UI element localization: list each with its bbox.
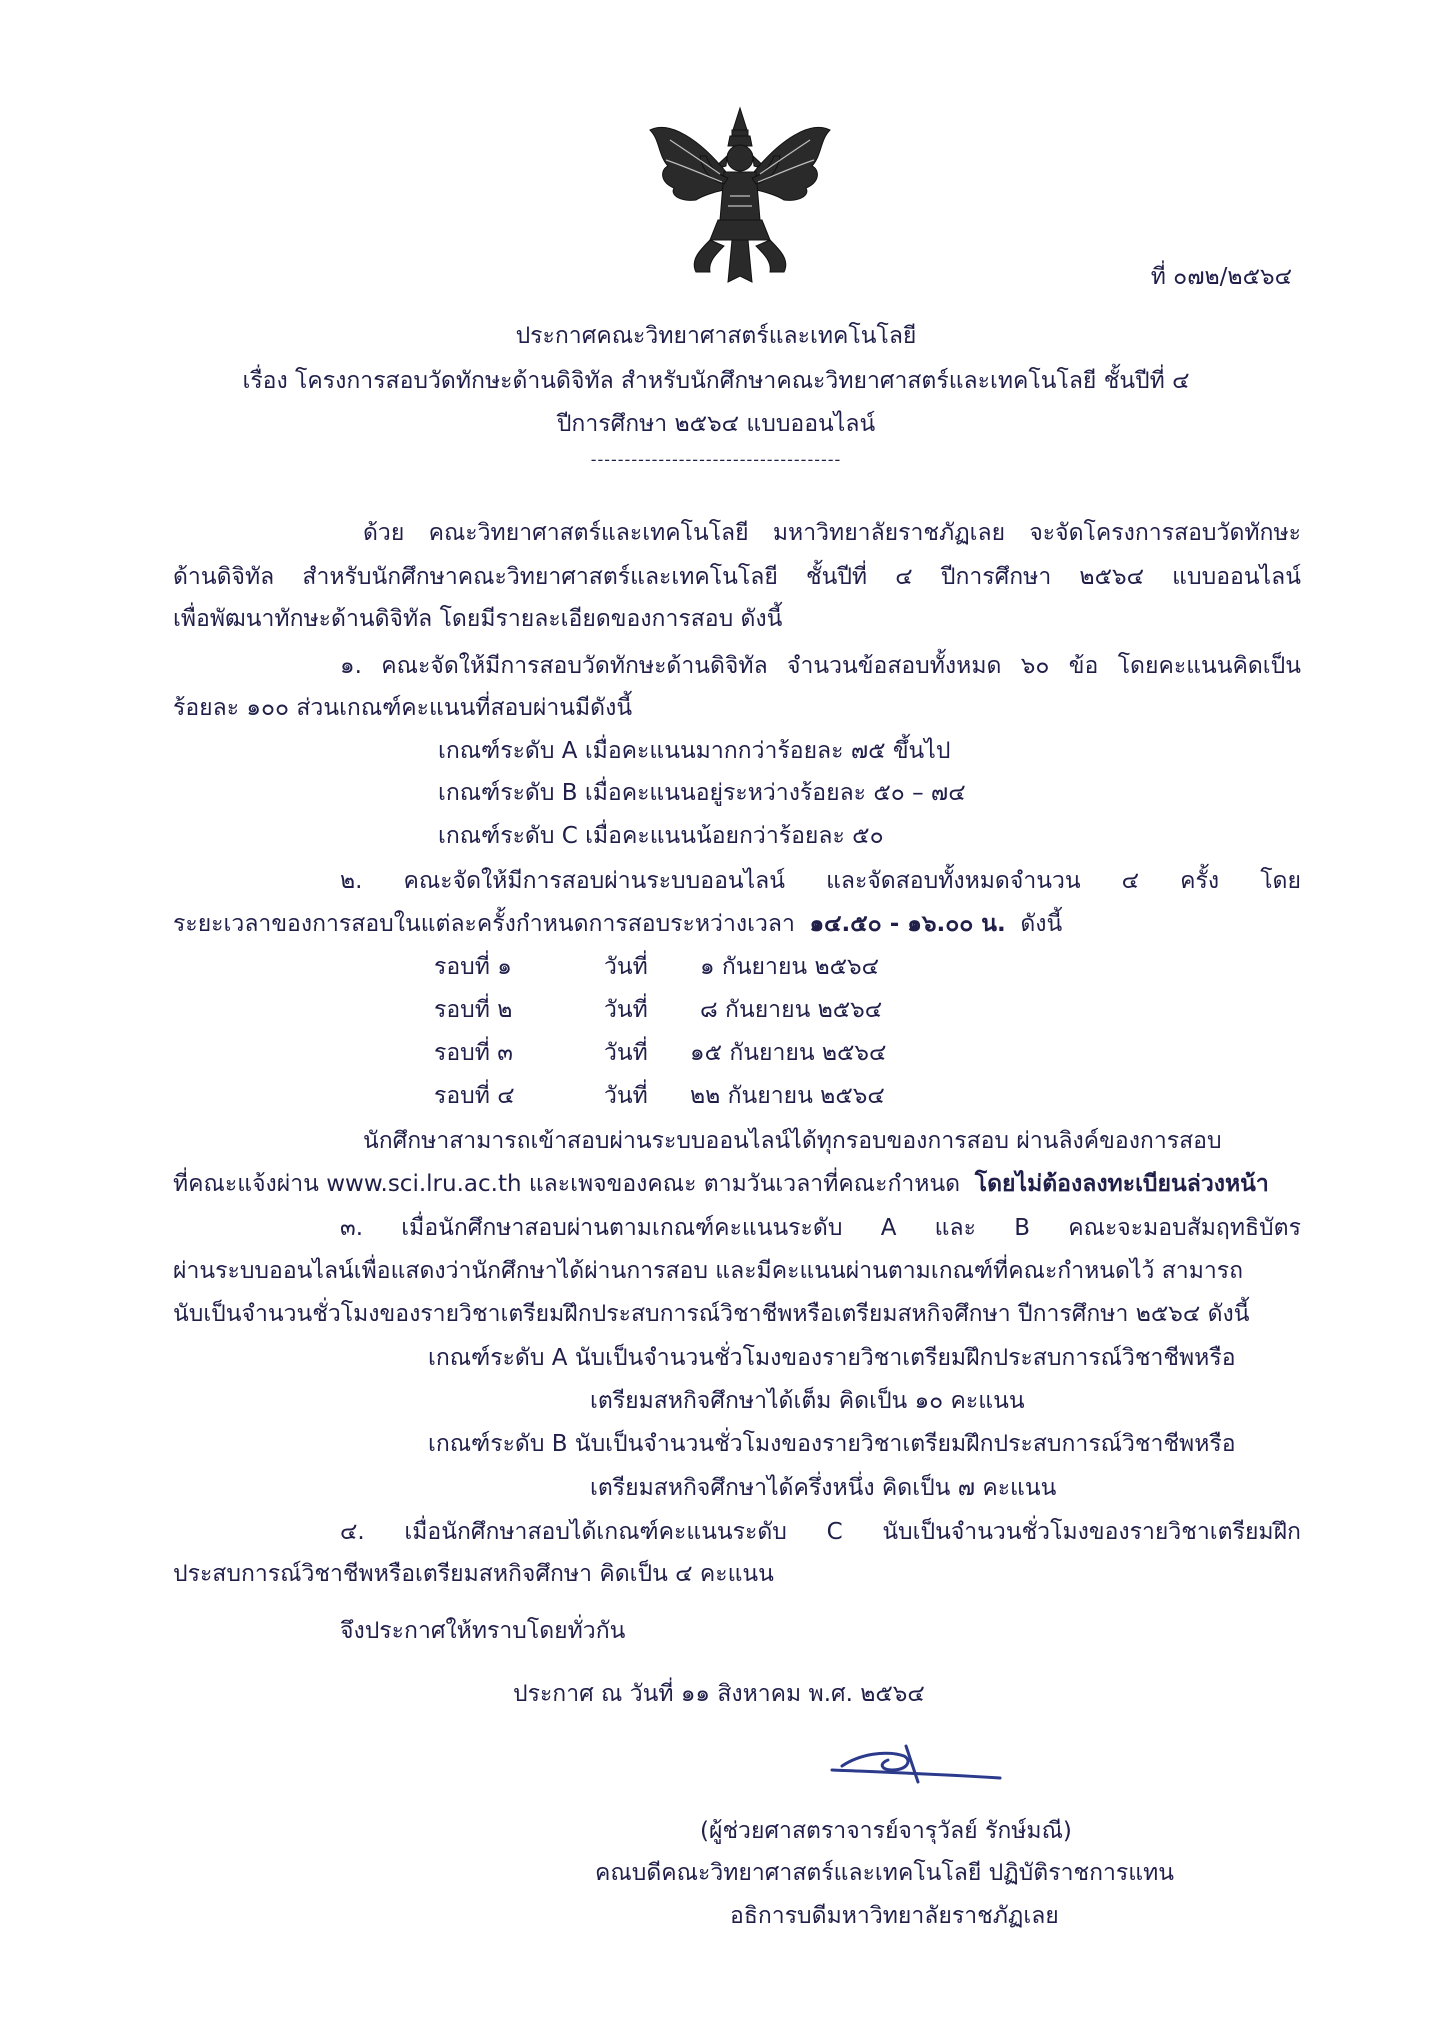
- item-3-grade-a-line-2: เตรียมสหกิจศึกษาได้เต็ม คิดเป็น ๑๐ คะแนน: [590, 1388, 1025, 1414]
- intro-line-3: เพื่อพัฒนาทักษะด้านดิจิทัล โดยมีรายละเอียดของการสอบ ดังนี้: [173, 606, 783, 632]
- item-2-line-1: ๒. คณะจัดให้มีการสอบผ่านระบบออนไลน์ และจัดสอบทั้งหมดจำนวน ๔ ครั้ง โดย: [340, 868, 1301, 894]
- intro-line-2: ด้านดิจิทัล สำหรับนักศึกษาคณะวิทยาศาสตร์และเทคโนโลยี ชั้นปีที่ ๔ ปีการศึกษา ๒๕๖๔ แบบออนไลน์: [173, 564, 1301, 590]
- criteria-c: เกณฑ์ระดับ C เมื่อคะแนนน้อยกว่าร้อยละ ๕๐: [438, 823, 884, 849]
- subject-line: เรื่อง โครงการสอบวัดทักษะด้านดิจิทัล สำหรับนักศึกษาคณะวิทยาศาสตร์และเทคโนโลยี ชั้นปีที่ ๔: [242, 368, 1190, 394]
- item-3-grade-b-line-2: เตรียมสหกิจศึกษาได้ครึ่งหนึ่ง คิดเป็น ๗ คะแนน: [590, 1475, 1057, 1501]
- item-4-line-1: ๔. เมื่อนักศึกษาสอบได้เกณฑ์คะแนนระดับ C นับเป็นจำนวนชั่วโมงของรายวิชาเตรียมฝึก: [340, 1519, 1301, 1545]
- signatory-position-1: คณบดีคณะวิทยาศาสตร์และเทคโนโลยี ปฏิบัติราชการแทน: [595, 1860, 1174, 1886]
- exam-time: ๑๔.๕๐ - ๑๖.๐๐ น.: [809, 911, 1006, 937]
- item-1-line-1: ๑. คณะจัดให้มีการสอบวัดทักษะด้านดิจิทัล จำนวนข้อสอบทั้งหมด ๖๐ ข้อ โดยคะแนนคิดเป็น: [340, 653, 1301, 679]
- garuda-emblem-icon: [640, 100, 840, 290]
- item-4-line-2: ประสบการณ์วิชาชีพหรือเตรียมสหกิจศึกษา คิดเป็น ๔ คะแนน: [173, 1561, 774, 1587]
- intro-line-1: ด้วย คณะวิทยาศาสตร์และเทคโนโลยี มหาวิทยาลัยราชภัฏเลย จะจัดโครงการสอบวัดทักษะ: [363, 520, 1301, 546]
- signature-icon: [830, 1740, 1010, 1790]
- item-3-grade-a-line-1: เกณฑ์ระดับ A นับเป็นจำนวนชั่วโมงของรายวิชาเตรียมฝึกประสบการณ์วิชาชีพหรือ: [428, 1345, 1236, 1371]
- criteria-b: เกณฑ์ระดับ B เมื่อคะแนนอยู่ระหว่างร้อยละ ๕๐ – ๗๔: [438, 780, 966, 806]
- no-registration-note: โดยไม่ต้องลงทะเบียนล่วงหน้า: [974, 1171, 1269, 1197]
- document-page: ที่ ๐๗๒/๒๕๖๔ ประกาศคณะวิทยาศาสตร์และเทคโนโลยี เรื่อง โครงการสอบวัดทักษะด้านดิจิทัล สำหรับนักศึกษาคณะวิทยาศาสตร์และเทคโนโลยี ชั้นปีที่ ๔ ปีการศึกษา ๒๕๖๔ แบบออนไลน์ ------------------------------------- ด้วย คณะวิทยาศาสตร์และเทคโนโลยี มหาวิทยาลัยราชภัฏเลย จะจัดโครงการสอบวัดทักษะ ด้านดิจิทัล สำหรับนักศึกษาคณะวิทยาศาสตร์และเทคโนโลยี ชั้นปีที่ ๔ ปีการศึกษา ๒๕๖๔ แบบออนไลน์ เพื่อพัฒนาทักษะด้านดิจิทัล โดยมีรายละเอียดของการสอบ ดังนี้ ๑. คณะจัดให้มีการสอบวัดทักษะด้านดิจิทัล จำนวนข้อสอบทั้งหมด ๖๐ ข้อ โดยคะแนนคิดเป็น ร้อยละ ๑๐๐ ส่วนเกณฑ์คะแนนที่สอบผ่านมีดังนี้ เกณฑ์ระดับ A เมื่อคะแนนมากกว่าร้อยละ ๗๕ ขึ้นไป เกณฑ์ระดับ B เมื่อคะแนนอยู่ระหว่างร้อยละ ๕๐ – ๗๔ เกณฑ์ระดับ C เมื่อคะแนนน้อยกว่าร้อยละ ๕๐ ๒. คณะจัดให้มีการสอบผ่านระบบออนไลน์ และจัดสอบทั้งหมดจำนวน ๔ ครั้ง โดย ระยะเวลาของการสอบในแต่ละครั้งกำหนดการสอบระหว่างเวลา ๑๔.๕๐ - ๑๖.๐๐ น. ดังนี้ รอบที่ ๑ วันที่ ๑ กันยายน ๒๕๖๔ รอบที่ ๒ วันที่ ๘ กันยายน ๒๕๖๔ รอบที่ ๓ วันที่ ๑๕ กันยายน ๒๕๖๔ รอบที่ ๔ วันที่ ๒๒ กันยายน ๒๕๖๔ นักศึกษาสามารถเข้าสอบผ่านระบบออนไลน์ได้ทุกรอบของการสอบ ผ่านลิงค์ของการสอบ ที่คณะแจ้งผ่าน www.sci.lru.ac.th และเพจของคณะ ตามวันเวลาที่คณะกำหนด โดยไม่ต้องลงทะเบียนล่วงหน้า ๓. เมื่อนักศึกษาสอบผ่านตามเกณฑ์คะแนนระดับ A และ B คณะจะมอบสัมฤทธิบัตร ผ่านระบบออนไลน์เพื่อแสดงว่านักศึกษาได้ผ่านการสอบ และมีคะแนนผ่านตามเกณฑ์ที่คณะกำหนดไว้ สามารถ นับเป็นจำนวนชั่วโมงของรายวิชาเตรียมฝึกประสบการณ์วิชาชีพหรือเตรียมสหกิจศึกษา ปีการศึกษา ๒๕๖๔ ดังนี้ เกณฑ์ระดับ A นับเป็นจำนวนชั่วโมงของรายวิชาเตรียมฝึกประสบการณ์วิชาชีพหรือ เตรียมสหกิจศึกษาได้เต็ม คิดเป็น ๑๐ คะแนน เกณฑ์ระดับ B นับเป็นจำนวนชั่วโมงของรายวิชาเตรียมฝึกประสบการณ์วิชาชีพหรือ เตรียมสหกิจศึกษาได้ครึ่งหนึ่ง คิดเป็น ๗ คะแนน ๔. เมื่อนักศึกษาสอบได้เกณฑ์คะแนนระดับ C นับเป็นจำนวนชั่วโมงของรายวิชาเตรียมฝึก ประสบการณ์วิชาชีพหรือเตรียมสหกิจศึกษา คิดเป็น ๔ คะแนน จึงประกาศให้ทราบโดยทั่วกัน ประกาศ ณ วันที่ ๑๑ สิงหาคม พ.ศ. ๒๕๖๔ (ผู้ช่วยศาสตราจารย์จารุวัลย์ รักษ์มณี) คณบดีคณะวิทยาศาสตร์และเทคโนโลยี ปฏิบัติราชการแทน อธิการบดีมหาวิทยาลัยราชภัฏเลย: [0, 0, 1432, 2024]
- title-divider: -------------------------------------: [590, 450, 842, 469]
- item-2-line-2: ระยะเวลาของการสอบในแต่ละครั้งกำหนดการสอบระหว่างเวลา ๑๔.๕๐ - ๑๖.๐๐ น. ดังนี้: [173, 911, 1063, 937]
- item-3-line-1: ๓. เมื่อนักศึกษาสอบผ่านตามเกณฑ์คะแนนระดับ A และ B คณะจะมอบสัมฤทธิบัตร: [340, 1215, 1301, 1241]
- item-2-note-line-1: นักศึกษาสามารถเข้าสอบผ่านระบบออนไลน์ได้ทุกรอบของการสอบ ผ่านลิงค์ของการสอบ: [363, 1128, 1222, 1154]
- item-3-line-2: ผ่านระบบออนไลน์เพื่อแสดงว่านักศึกษาได้ผ่านการสอบ และมีคะแนนผ่านตามเกณฑ์ที่คณะกำหนดไว้ สามารถ: [173, 1258, 1244, 1284]
- signatory-name: (ผู้ช่วยศาสตราจารย์จารุวัลย์ รักษ์มณี): [700, 1818, 1072, 1844]
- announcement-title: ประกาศคณะวิทยาศาสตร์และเทคโนโลยี: [515, 323, 917, 349]
- item-3-line-3: นับเป็นจำนวนชั่วโมงของรายวิชาเตรียมฝึกประสบการณ์วิชาชีพหรือเตรียมสหกิจศึกษา ปีการศึกษา ๒๕๖๔ ดังนี้: [173, 1301, 1250, 1327]
- signatory-position-2: อธิการบดีมหาวิทยาลัยราชภัฏเลย: [730, 1903, 1059, 1929]
- document-number: ที่ ๐๗๒/๒๕๖๔: [1150, 264, 1292, 290]
- item-3-grade-b-line-1: เกณฑ์ระดับ B นับเป็นจำนวนชั่วโมงของรายวิชาเตรียมฝึกประสบการณ์วิชาชีพหรือ: [428, 1431, 1236, 1457]
- closing-statement: จึงประกาศให้ทราบโดยทั่วกัน: [340, 1618, 626, 1644]
- subject-line-2: ปีการศึกษา ๒๕๖๔ แบบออนไลน์: [556, 411, 876, 437]
- announcement-date: ประกาศ ณ วันที่ ๑๑ สิงหาคม พ.ศ. ๒๕๖๔: [513, 1681, 925, 1707]
- criteria-a: เกณฑ์ระดับ A เมื่อคะแนนมากกว่าร้อยละ ๗๕ ขึ้นไป: [438, 738, 951, 764]
- item-1-line-2: ร้อยละ ๑๐๐ ส่วนเกณฑ์คะแนนที่สอบผ่านมีดังนี้: [173, 695, 633, 721]
- item-2-note-line-2: ที่คณะแจ้งผ่าน www.sci.lru.ac.th และเพจของคณะ ตามวันเวลาที่คณะกำหนด โดยไม่ต้องลงทะเบียนล่วงหน้า: [173, 1171, 1269, 1197]
